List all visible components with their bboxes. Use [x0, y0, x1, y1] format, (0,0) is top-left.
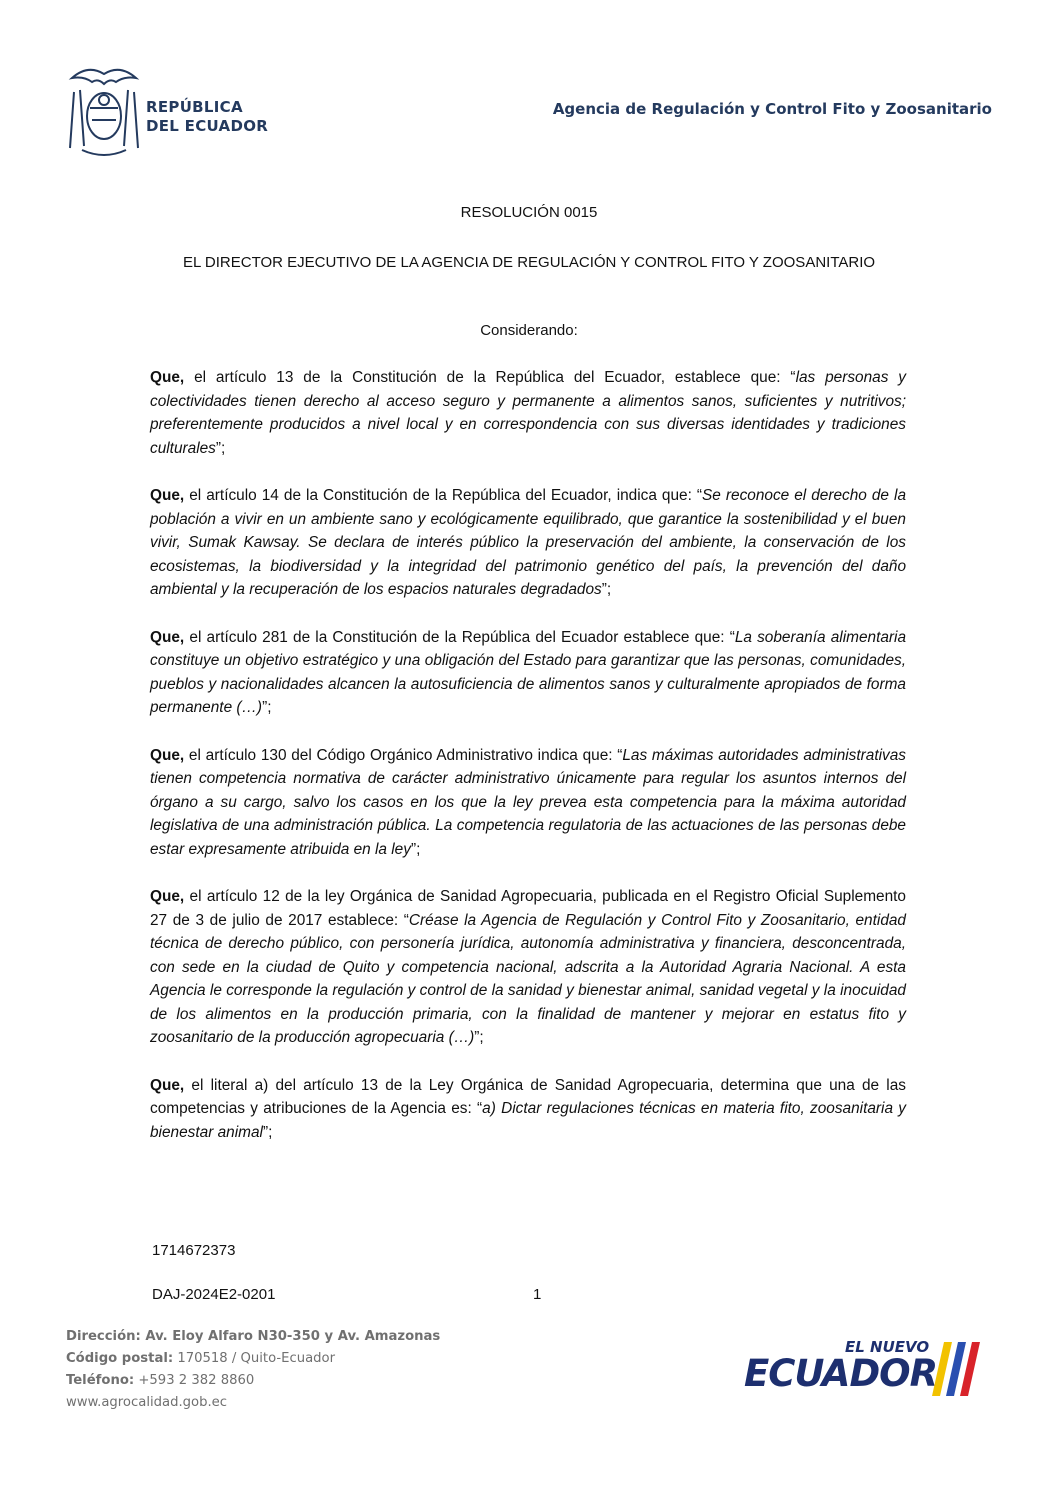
agency-name: Agencia de Regulación y Control Fito y Zoosanitario — [552, 100, 992, 118]
paragraph-lead: Que, — [150, 628, 185, 646]
phone-value: +593 2 382 8860 — [134, 1373, 255, 1388]
id-number: 1714672373 — [152, 1242, 236, 1259]
logo-main-text: ECUADOR — [744, 1352, 938, 1395]
consideration-paragraph — [150, 484, 906, 602]
paragraph-intro: el artículo 13 de la Constitución de la República del Ecuador, establece que: “ — [184, 369, 796, 386]
considerations-body — [150, 366, 906, 1168]
paragraph-intro: el artículo 14 de la Constitución de la República del Ecuador, indica que: “ — [184, 487, 703, 504]
paragraph-intro: el literal a) del artículo 13 de la Ley Orgánica de Sanidad Agropecuaria, determina que una de las competencias y atribuciones de la Agencia es: “ — [150, 1076, 906, 1117]
republic-line-1: REPÚBLICA — [146, 98, 243, 116]
address-value: Av. Eloy Alfaro N30-350 y Av. Amazonas — [140, 1329, 441, 1344]
consideration-paragraph — [150, 1074, 906, 1145]
paragraph-quote: las personas y colectividades tienen derecho al acceso seguro y permanente a alimentos sanos, suficientes y nutritivos; preferentemente producidos a nivel local y en correspondencia con sus diversas identidades y tradiciones culturales — [150, 369, 906, 457]
paragraph-tail: ”; — [215, 439, 226, 457]
paragraph-tail: ”; — [262, 1123, 273, 1141]
paragraph-quote: a) Dictar regulaciones técnicas en materia fito, zoosanitaria y bienestar animal — [150, 1100, 906, 1141]
footer-postal — [66, 1348, 440, 1370]
paragraph-tail: ”; — [410, 840, 421, 858]
coat-of-arms-icon — [62, 62, 146, 162]
flag-stripes-icon — [930, 1342, 986, 1398]
consideration-paragraph — [150, 626, 906, 720]
footer-address — [66, 1326, 440, 1348]
consideration-paragraph — [150, 744, 906, 862]
authority-heading: EL DIRECTOR EJECUTIVO DE LA AGENCIA DE REGULACIÓN Y CONTROL FITO Y ZOOSANITARIO — [182, 254, 876, 271]
paragraph-intro: el artículo 281 de la Constitución de la República del Ecuador establece que: “ — [184, 628, 735, 646]
paragraph-lead: Que, — [150, 369, 185, 386]
postal-value: 170518 / Quito-Ecuador — [173, 1351, 336, 1366]
paragraph-quote: Se reconoce el derecho de la población a vivir en un ambiente sano y ecológicamente equilibrado, que garantice la sostenibilidad y el buen vivir, Sumak Kawsay. Se declara de interés público la preservación del ambiente, la conservación de los ecosistemas, la biodiversidad y la integridad del patrimonio genético del país, la prevención del daño ambiental y la recuperación de los espacios naturales degradados — [150, 487, 906, 598]
consideration-paragraph — [150, 885, 906, 1050]
footer-phone — [66, 1370, 440, 1392]
address-label: Dirección: — [66, 1329, 141, 1344]
consideration-paragraph — [150, 366, 906, 460]
paragraph-lead: Que, — [150, 746, 185, 764]
logo-top-text: EL NUEVO — [845, 1338, 930, 1356]
el-nuevo-ecuador-logo — [740, 1338, 990, 1398]
paragraph-lead: Que, — [150, 888, 185, 905]
footer-website[interactable]: www.agrocalidad.gob.ec — [66, 1395, 228, 1410]
paragraph-quote: Créase la Agencia de Regulación y Control Fito y Zoosanitario, entidad técnica de derecho público, con personería jurídica, autonomía administrativa y financiera, desconcentrada, con sede en la ciudad de Quito y competencia nacional, adscrita a la Autoridad Agraria Nacional. A esta Agencia le corresponde la regulación y control de la sanidad y bienestar animal, sanidad vegetal y la inocuidad de los alimentos en la producción primaria, con la finalidad de mantener y mejorar en estatus fito y zoosanitario de la producción agropecuaria (…) — [150, 911, 906, 1046]
republic-line-2: DEL ECUADOR — [146, 117, 269, 135]
considerando-heading: Considerando: — [480, 322, 578, 339]
republic-logo-text — [146, 98, 268, 136]
paragraph-lead: Que, — [150, 487, 185, 504]
page-header — [0, 0, 1058, 170]
paragraph-tail: ”; — [601, 581, 612, 598]
paragraph-intro: el artículo 130 del Código Orgánico Administrativo indica que: “ — [184, 746, 623, 764]
paragraph-tail: ”; — [262, 699, 272, 716]
postal-label: Código postal: — [66, 1351, 174, 1366]
paragraph-quote: La soberanía alimentaria constituye un objetivo estratégico y una obligación del Estado para garantizar que las personas, comunidades, pueblos y nacionalidades alcancen la autosuficiencia de alimentos sanos y culturalmente apropiados de forma permanente (…) — [150, 628, 907, 716]
paragraph-intro: el artículo 12 de la ley Orgánica de Sanidad Agropecuaria, publicada en el Registro Oficial Suplemento 27 de 3 de julio de 2017 establece: “ — [150, 888, 906, 929]
page-footer — [66, 1326, 440, 1414]
document-reference: DAJ-2024E2-0201 — [152, 1286, 276, 1303]
page-number: 1 — [533, 1286, 542, 1303]
paragraph-quote: Las máximas autoridades administrativas tienen competencia normativa de carácter administrativo únicamente para regular los asuntos internos del órgano a su cargo, salvo los casos en los que la ley prevea esta competencia para la máxima autoridad legislativa de una administración pública. La competencia regulatoria de las actuaciones de las personas debe estar expresamente atribuida en la ley — [150, 746, 906, 858]
paragraph-tail: ”; — [474, 1029, 484, 1046]
paragraph-lead: Que, — [150, 1076, 185, 1094]
phone-label: Teléfono: — [66, 1373, 135, 1388]
resolution-title: RESOLUCIÓN 0015 — [460, 204, 598, 221]
